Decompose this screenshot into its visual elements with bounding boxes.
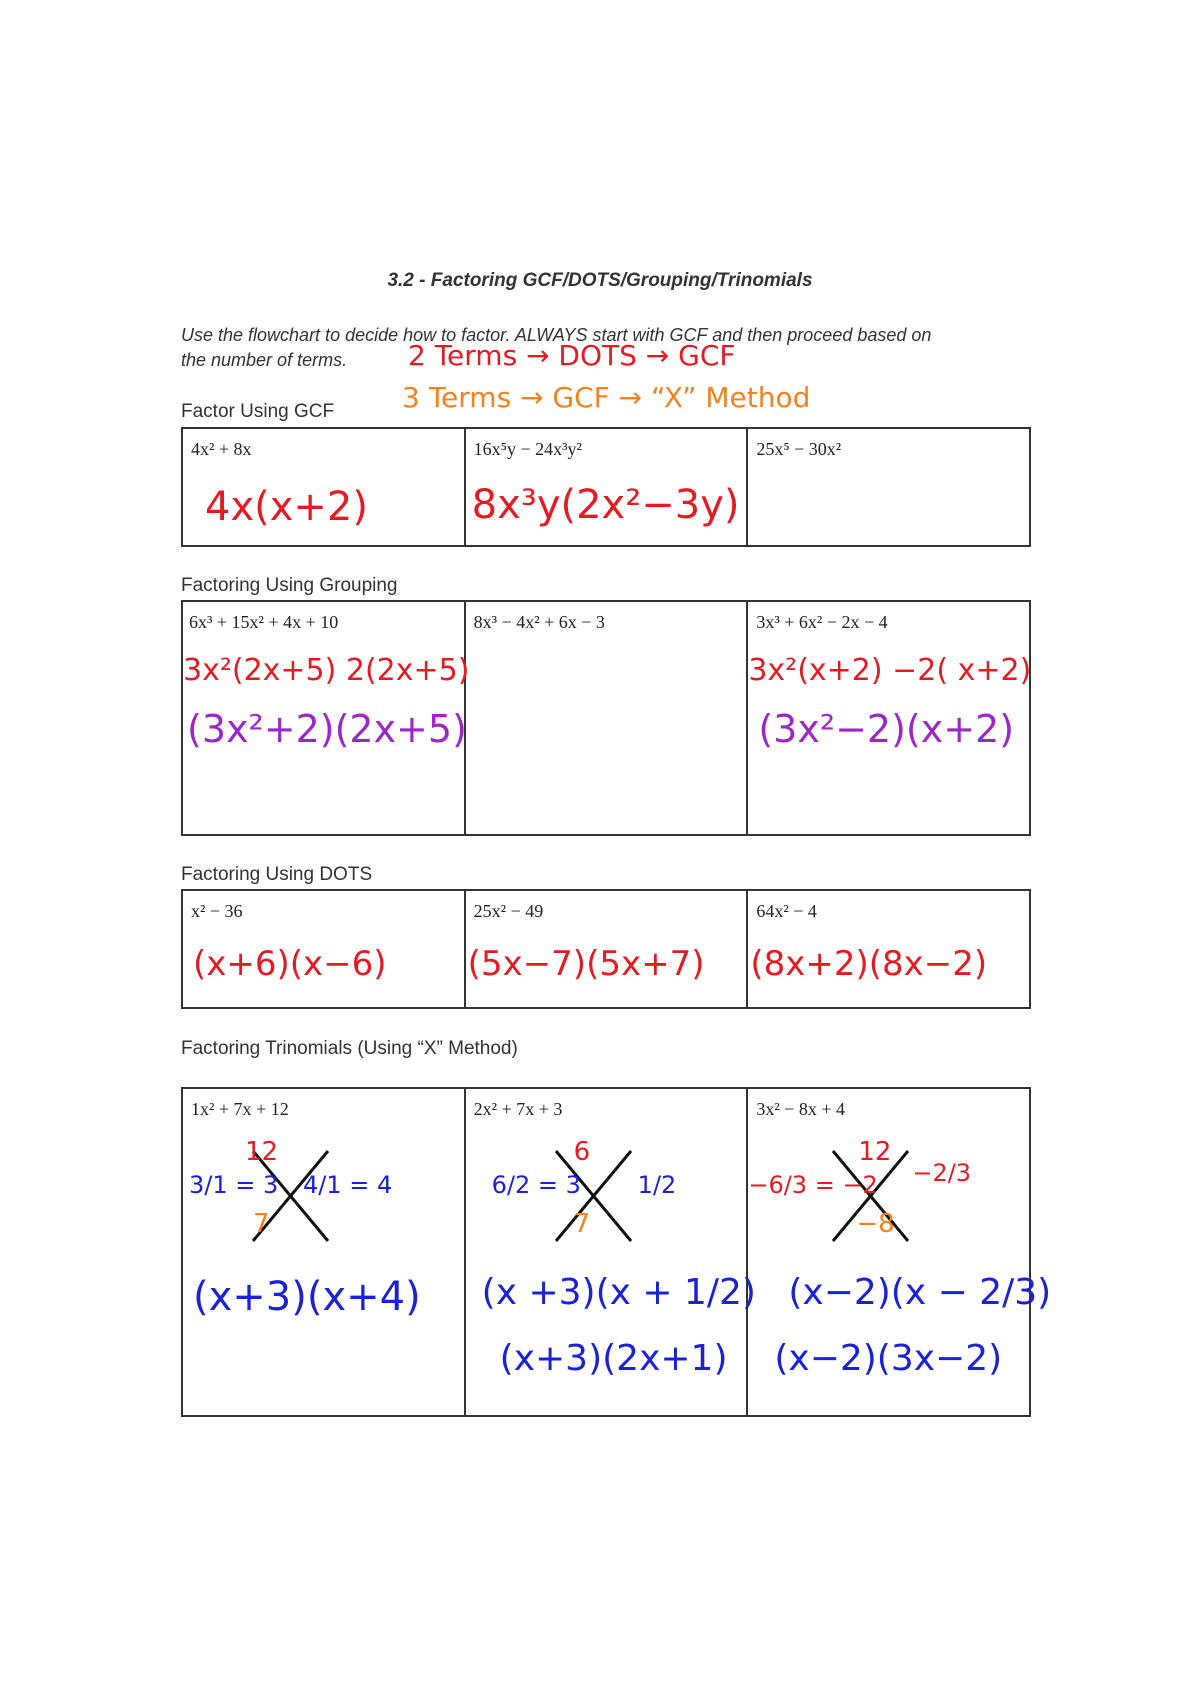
trinomials-table: [181, 1087, 1052, 1417]
answer-final: (x−2)(3x−2): [774, 1338, 1003, 1379]
section-label-trinomials: Factoring Trinomials (Using “X” Method): [181, 1038, 518, 1059]
x-bottom: −8: [856, 1209, 895, 1239]
section-label-grouping: Factoring Using Grouping: [181, 575, 398, 596]
problem: 6x³ + 15x² + 4x + 10: [189, 612, 339, 632]
problem: 4x² + 8x: [191, 439, 252, 459]
problem: 3x³ + 6x² − 2x − 4: [756, 612, 888, 632]
gcf-table: [181, 427, 1031, 547]
x-top: 12: [858, 1137, 892, 1167]
answer: (3x²−2)(x+2): [758, 707, 1015, 751]
answer: (x−2)(x − 2/3): [788, 1272, 1052, 1313]
grouping-table: [181, 600, 1031, 836]
section-label-dots: Factoring Using DOTS: [181, 864, 373, 885]
grouping-cell-1: [183, 602, 470, 834]
grouping-cell-3: [748, 602, 1032, 834]
answer: 4x(x+2): [205, 484, 368, 530]
answer: (x+6)(x−6): [193, 944, 387, 984]
x-left: 3/1 = 3: [189, 1171, 279, 1199]
x-right: −2/3: [912, 1159, 972, 1187]
dots-cell-2: [466, 891, 749, 1007]
answer: (3x²+2)(2x+5): [187, 707, 467, 751]
trinomial-cell-2: [466, 1089, 756, 1415]
grouping-cell-2: [466, 602, 749, 834]
problem: 25x² − 49: [473, 901, 544, 921]
answer: (8x+2)(8x−2): [750, 944, 988, 984]
problem: 64x² − 4: [756, 901, 817, 921]
x-left: −6/3 = −2: [748, 1171, 878, 1199]
gcf-cell-2: [466, 429, 749, 545]
dots-cell-3: [748, 891, 1029, 1007]
grouping-step: 3x²(x+2) −2( x+2): [748, 653, 1032, 688]
dots-cell-1: [183, 891, 466, 1007]
x-left: 6/2 = 3: [491, 1171, 581, 1199]
x-bottom: 7: [253, 1209, 270, 1239]
x-bottom: 7: [573, 1209, 591, 1239]
dots-table: [181, 889, 1031, 1009]
gcf-cell-3: [748, 429, 1029, 545]
gcf-cell-1: [183, 429, 466, 545]
section-label-gcf: Factor Using GCF: [181, 401, 335, 422]
problem: 25x⁵ − 30x²: [756, 439, 842, 459]
grouping-step: 3x²(2x+5) 2(2x+5): [183, 653, 470, 688]
answer-final: (x+3)(2x+1): [499, 1338, 728, 1379]
answer: (x +3)(x + 1/2): [481, 1272, 756, 1313]
flowchart-two-terms: 2 Terms → DOTS → GCF: [408, 339, 736, 372]
instructions-line-1: Use the flowchart to decide how to factor. ALWAYS start with GCF and then proceed based on: [181, 325, 932, 345]
answer: 8x³y(2x²−3y): [471, 482, 740, 528]
trinomial-cell-1: [183, 1089, 466, 1415]
problem: x² − 36: [191, 901, 243, 921]
problem: 1x² + 7x + 12: [191, 1099, 289, 1119]
x-top: 6: [573, 1137, 591, 1167]
flowchart-three-terms: 3 Terms → GCF → “X” Method: [402, 381, 811, 414]
x-right: 1/2: [637, 1171, 677, 1199]
answer: (5x−7)(5x+7): [467, 944, 705, 984]
page-title: 3.2 - Factoring GCF/DOTS/Grouping/Trinomials: [387, 270, 813, 291]
problem: 3x² − 8x + 4: [756, 1099, 846, 1119]
instructions-line-2: the number of terms.: [181, 350, 348, 370]
problem: 8x³ − 4x² + 6x − 3: [473, 612, 605, 632]
problem: 16x⁵y − 24x³y²: [473, 439, 582, 459]
answer: (x+3)(x+4): [193, 1274, 421, 1320]
trinomial-cell-3: [748, 1089, 1052, 1415]
problem: 2x² + 7x + 3: [473, 1099, 563, 1119]
x-top: 12: [245, 1137, 279, 1167]
x-right: 4/1 = 4: [303, 1171, 393, 1199]
